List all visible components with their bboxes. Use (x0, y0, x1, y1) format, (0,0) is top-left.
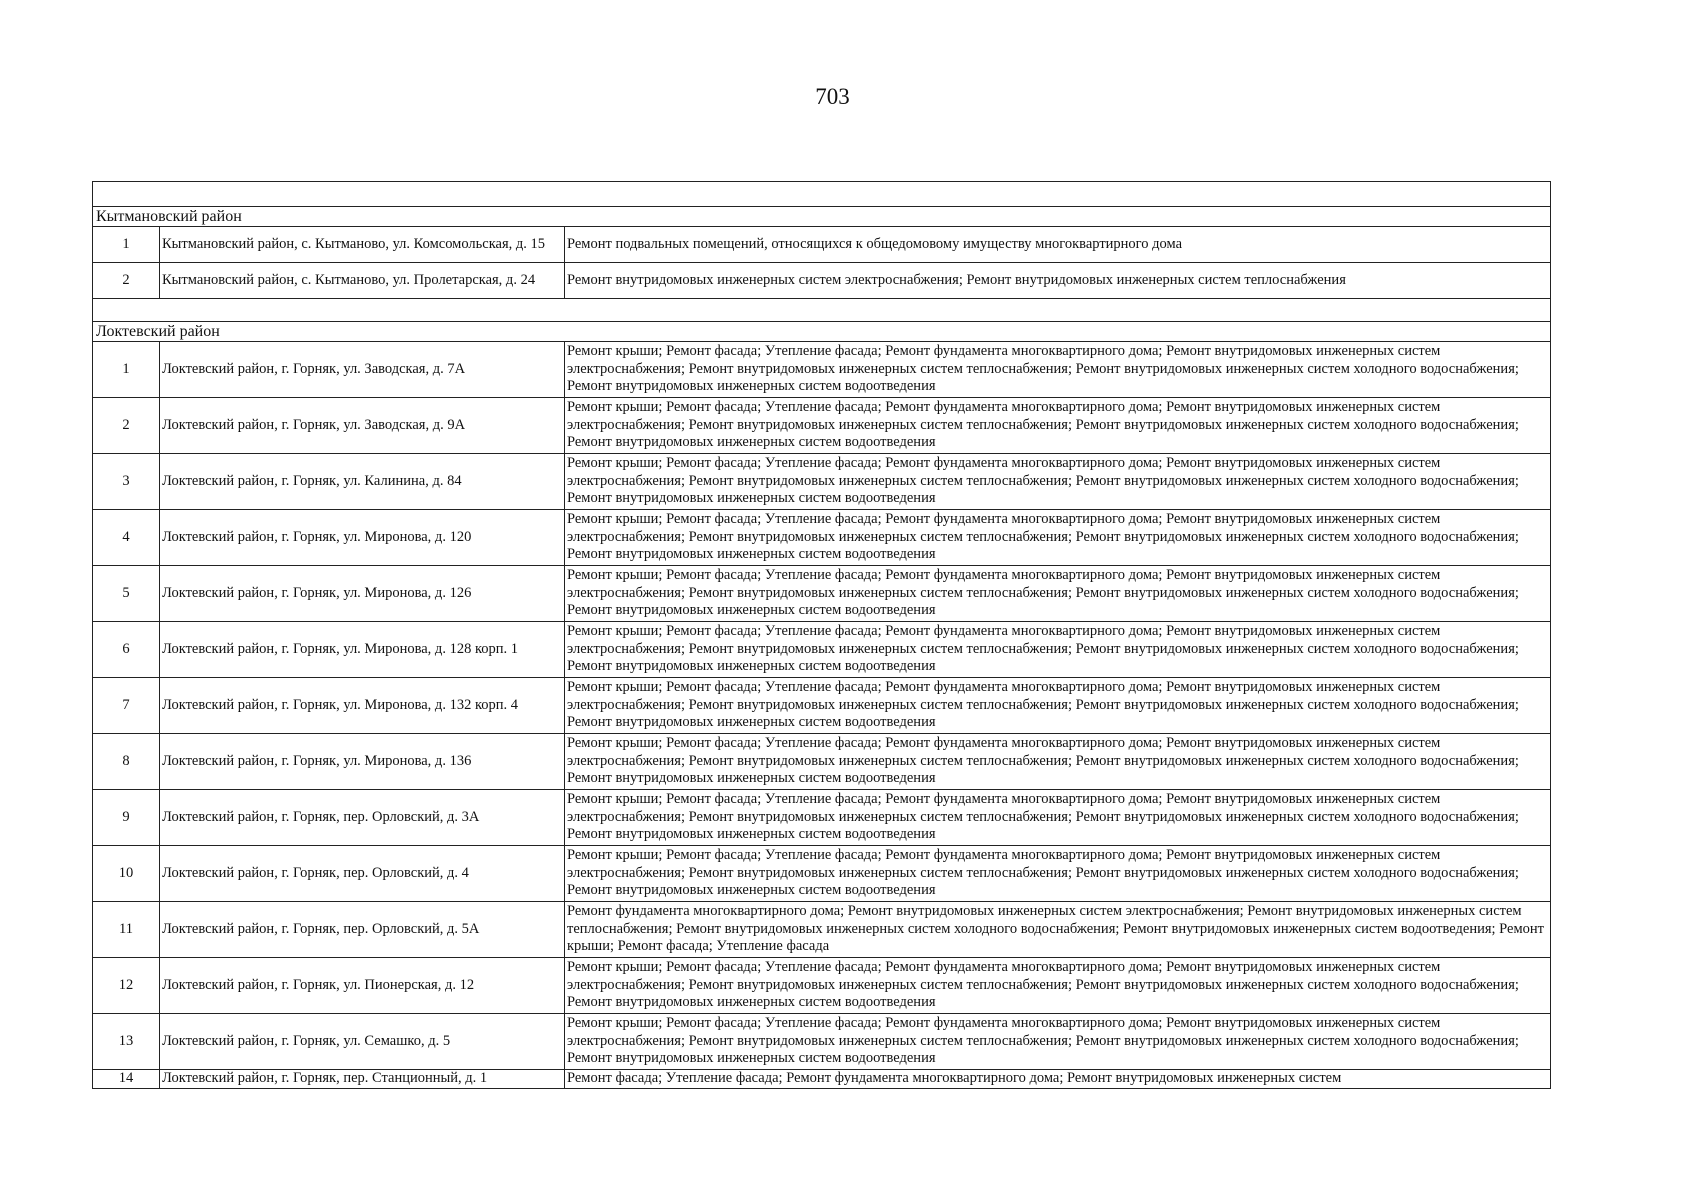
row-number: 14 (93, 1070, 160, 1089)
district-header-row (93, 322, 1551, 342)
works-cell: Ремонт крыши; Ремонт фасада; Утепление фасада; Ремонт фундамента многоквартирного дома; Ремонт внутридомовых инженерных систем электроснабжения; Ремонт внутридомовых инженерных систем теплоснабжения; Ремонт внутридомовых инженерных систем холодного водоснабжения; Ремонт внутридомовых инженерных систем водоотведения (565, 566, 1551, 622)
district-header-row (93, 207, 1551, 227)
table-row (93, 734, 1551, 790)
table-row (93, 398, 1551, 454)
blank-cell (93, 182, 1551, 207)
row-number: 5 (93, 566, 160, 622)
row-number: 6 (93, 622, 160, 678)
row-number: 9 (93, 790, 160, 846)
address-cell: Локтевский район, г. Горняк, ул. Миронова, д. 128 корп. 1 (160, 622, 565, 678)
table-row (93, 566, 1551, 622)
table-row (93, 958, 1551, 1014)
works-cell: Ремонт фундамента многоквартирного дома; Ремонт внутридомовых инженерных систем электроснабжения; Ремонт внутридомовых инженерных систем теплоснабжения; Ремонт внутридомовых инженерных систем холодного водоснабжения; Ремонт внутридомовых инженерных систем водоотведения; Ремонт крыши; Ремонт фасада; Утепление фасада (565, 902, 1551, 958)
table-row (93, 790, 1551, 846)
works-cell: Ремонт подвальных помещений, относящихся к общедомовому имуществу многоквартирного дома (565, 227, 1551, 263)
address-cell: Локтевский район, г. Горняк, ул. Миронова, д. 126 (160, 566, 565, 622)
address-cell: Локтевский район, г. Горняк, ул. Миронова, д. 120 (160, 510, 565, 566)
table-row (93, 1070, 1551, 1089)
table-row (93, 342, 1551, 398)
table-row (93, 510, 1551, 566)
repair-table (92, 181, 1551, 1089)
row-number: 4 (93, 510, 160, 566)
row-number: 10 (93, 846, 160, 902)
table-row (93, 263, 1551, 299)
row-number: 13 (93, 1014, 160, 1070)
blank-row (93, 299, 1551, 322)
row-number: 2 (93, 398, 160, 454)
table-row (93, 227, 1551, 263)
address-cell: Локтевский район, г. Горняк, ул. Семашко, д. 5 (160, 1014, 565, 1070)
works-cell: Ремонт крыши; Ремонт фасада; Утепление фасада; Ремонт фундамента многоквартирного дома; Ремонт внутридомовых инженерных систем электроснабжения; Ремонт внутридомовых инженерных систем теплоснабжения; Ремонт внутридомовых инженерных систем холодного водоснабжения; Ремонт внутридомовых инженерных систем водоотведения (565, 846, 1551, 902)
row-number: 11 (93, 902, 160, 958)
works-cell: Ремонт крыши; Ремонт фасада; Утепление фасада; Ремонт фундамента многоквартирного дома; Ремонт внутридомовых инженерных систем электроснабжения; Ремонт внутридомовых инженерных систем теплоснабжения; Ремонт внутридомовых инженерных систем холодного водоснабжения; Ремонт внутридомовых инженерных систем водоотведения (565, 510, 1551, 566)
works-cell: Ремонт крыши; Ремонт фасада; Утепление фасада; Ремонт фундамента многоквартирного дома; Ремонт внутридомовых инженерных систем электроснабжения; Ремонт внутридомовых инженерных систем теплоснабжения; Ремонт внутридомовых инженерных систем холодного водоснабжения; Ремонт внутридомовых инженерных систем водоотведения (565, 790, 1551, 846)
works-cell: Ремонт крыши; Ремонт фасада; Утепление фасада; Ремонт фундамента многоквартирного дома; Ремонт внутридомовых инженерных систем электроснабжения; Ремонт внутридомовых инженерных систем теплоснабжения; Ремонт внутридомовых инженерных систем холодного водоснабжения; Ремонт внутридомовых инженерных систем водоотведения (565, 454, 1551, 510)
works-cell: Ремонт внутридомовых инженерных систем электроснабжения; Ремонт внутридомовых инженерных систем теплоснабжения (565, 263, 1551, 299)
table-row (93, 678, 1551, 734)
district-name: Кытмановский район (93, 207, 1551, 227)
row-number: 1 (93, 342, 160, 398)
table-row (93, 902, 1551, 958)
works-cell: Ремонт крыши; Ремонт фасада; Утепление фасада; Ремонт фундамента многоквартирного дома; Ремонт внутридомовых инженерных систем электроснабжения; Ремонт внутридомовых инженерных систем теплоснабжения; Ремонт внутридомовых инженерных систем холодного водоснабжения; Ремонт внутридомовых инженерных систем водоотведения (565, 342, 1551, 398)
row-number: 3 (93, 454, 160, 510)
address-cell: Локтевский район, г. Горняк, пер. Станционный, д. 1 (160, 1070, 565, 1089)
address-cell: Локтевский район, г. Горняк, ул. Заводская, д. 9А (160, 398, 565, 454)
blank-row (93, 182, 1551, 207)
address-cell: Локтевский район, г. Горняк, пер. Орловский, д. 5А (160, 902, 565, 958)
row-number: 7 (93, 678, 160, 734)
works-cell: Ремонт крыши; Ремонт фасада; Утепление фасада; Ремонт фундамента многоквартирного дома; Ремонт внутридомовых инженерных систем электроснабжения; Ремонт внутридомовых инженерных систем теплоснабжения; Ремонт внутридомовых инженерных систем холодного водоснабжения; Ремонт внутридомовых инженерных систем водоотведения (565, 1014, 1551, 1070)
table-row (93, 1014, 1551, 1070)
row-number: 8 (93, 734, 160, 790)
row-number: 12 (93, 958, 160, 1014)
works-cell: Ремонт крыши; Ремонт фасада; Утепление фасада; Ремонт фундамента многоквартирного дома; Ремонт внутридомовых инженерных систем электроснабжения; Ремонт внутридомовых инженерных систем теплоснабжения; Ремонт внутридомовых инженерных систем холодного водоснабжения; Ремонт внутридомовых инженерных систем водоотведения (565, 958, 1551, 1014)
address-cell: Кытмановский район, с. Кытманово, ул. Пролетарская, д. 24 (160, 263, 565, 299)
works-cell: Ремонт крыши; Ремонт фасада; Утепление фасада; Ремонт фундамента многоквартирного дома; Ремонт внутридомовых инженерных систем электроснабжения; Ремонт внутридомовых инженерных систем теплоснабжения; Ремонт внутридомовых инженерных систем холодного водоснабжения; Ремонт внутридомовых инженерных систем водоотведения (565, 398, 1551, 454)
district-name: Локтевский район (93, 322, 1551, 342)
table-row (93, 622, 1551, 678)
works-cell: Ремонт крыши; Ремонт фасада; Утепление фасада; Ремонт фундамента многоквартирного дома; Ремонт внутридомовых инженерных систем электроснабжения; Ремонт внутридомовых инженерных систем теплоснабжения; Ремонт внутридомовых инженерных систем холодного водоснабжения; Ремонт внутридомовых инженерных систем водоотведения (565, 734, 1551, 790)
row-number: 1 (93, 227, 160, 263)
address-cell: Кытмановский район, с. Кытманово, ул. Комсомольская, д. 15 (160, 227, 565, 263)
address-cell: Локтевский район, г. Горняк, ул. Миронова, д. 132 корп. 4 (160, 678, 565, 734)
table-row (93, 846, 1551, 902)
address-cell: Локтевский район, г. Горняк, ул. Пионерская, д. 12 (160, 958, 565, 1014)
blank-cell (93, 299, 1551, 322)
works-cell: Ремонт фасада; Утепление фасада; Ремонт фундамента многоквартирного дома; Ремонт внутридомовых инженерных систем (565, 1070, 1551, 1089)
table-body (93, 182, 1551, 1089)
address-cell: Локтевский район, г. Горняк, ул. Заводская, д. 7А (160, 342, 565, 398)
works-cell: Ремонт крыши; Ремонт фасада; Утепление фасада; Ремонт фундамента многоквартирного дома; Ремонт внутридомовых инженерных систем электроснабжения; Ремонт внутридомовых инженерных систем теплоснабжения; Ремонт внутридомовых инженерных систем холодного водоснабжения; Ремонт внутридомовых инженерных систем водоотведения (565, 622, 1551, 678)
address-cell: Локтевский район, г. Горняк, пер. Орловский, д. 3А (160, 790, 565, 846)
works-cell: Ремонт крыши; Ремонт фасада; Утепление фасада; Ремонт фундамента многоквартирного дома; Ремонт внутридомовых инженерных систем электроснабжения; Ремонт внутридомовых инженерных систем теплоснабжения; Ремонт внутридомовых инженерных систем холодного водоснабжения; Ремонт внутридомовых инженерных систем водоотведения (565, 678, 1551, 734)
address-cell: Локтевский район, г. Горняк, пер. Орловский, д. 4 (160, 846, 565, 902)
address-cell: Локтевский район, г. Горняк, ул. Миронова, д. 136 (160, 734, 565, 790)
address-cell: Локтевский район, г. Горняк, ул. Калинина, д. 84 (160, 454, 565, 510)
row-number: 2 (93, 263, 160, 299)
table-row (93, 454, 1551, 510)
page-number: 703 (815, 84, 850, 109)
